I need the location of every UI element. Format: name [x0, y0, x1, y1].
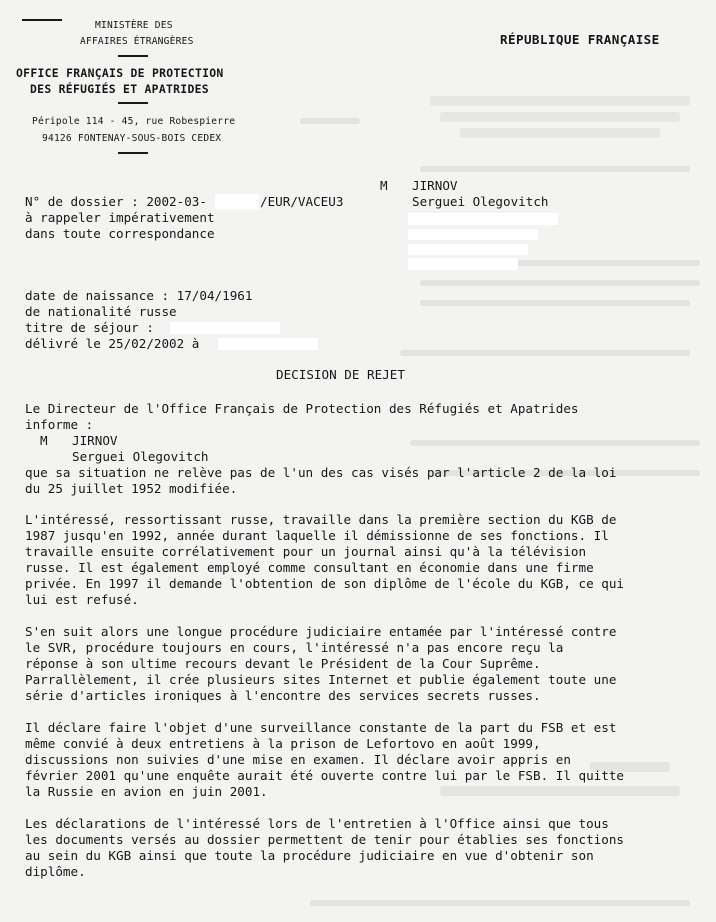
paragraph-3-line: Il déclare faire l'objet d'une surveillance constante de la part du FSB et est: [25, 720, 617, 735]
decision-informs: informe :: [25, 417, 94, 432]
republic-heading: RÉPUBLIQUE FRANÇAISE: [500, 32, 660, 47]
redacted-address-line: [408, 244, 528, 255]
office-line-1: OFFICE FRANÇAIS DE PROTECTION: [16, 66, 224, 80]
dossier-number-label: N° de dossier : 2002-03-: [25, 194, 207, 209]
redacted-address-line: [408, 213, 558, 225]
header-rule: [118, 55, 148, 57]
paragraph-3-line: discussions non suivies d'une mise en examen. Il déclare avoir appris en: [25, 752, 571, 767]
show-through-mark: [420, 166, 690, 172]
decision-intro: Le Directeur de l'Office Français de Protection des Réfugiés et Apatrides: [25, 401, 579, 416]
redacted-dossier-number: [215, 194, 259, 209]
dossier-number-suffix: /EUR/VACEU3: [260, 194, 344, 209]
redacted-address-line: [408, 229, 538, 240]
paragraph-3-line: même convié à deux entretiens à la prison de Lefortovo en août 1999,: [25, 736, 541, 751]
redacted-issue-place: [218, 338, 318, 350]
dossier-reminder-2: dans toute correspondance: [25, 226, 215, 241]
paragraph-2-line: série d'articles ironiques à l'encontre des services secrets russes.: [25, 688, 541, 703]
header-rule: [118, 152, 148, 154]
recipient-surname: JIRNOV: [412, 178, 458, 193]
paragraph-1-line: L'intéressé, ressortissant russe, travaille dans la première section du KGB de: [25, 512, 617, 527]
nationality: de nationalité russe: [25, 304, 177, 319]
paragraph-4-line: au sein du KGB ainsi que toute la procédure judiciaire en vue d'obtenir son: [25, 848, 594, 863]
paragraph-3-line: février 2001 qu'une enquête aurait été ouverte contre lui par le FSB. Il quitte: [25, 768, 624, 783]
paragraph-1-line: 1987 jusqu'en 1992, année durant laquelle il démissionne de ses fonctions. Il: [25, 528, 609, 543]
ministry-line-2: AFFAIRES ÉTRANGÈRES: [80, 36, 194, 47]
subject-given-names: Serguei Olegovitch: [72, 449, 209, 464]
show-through-mark: [420, 300, 690, 306]
paragraph-2-line: réponse à son ultime recours devant le Président de la Cour Suprême.: [25, 656, 541, 671]
show-through-mark: [300, 118, 360, 124]
address-line-1: Péripole 114 - 45, rue Robespierre: [32, 116, 236, 127]
show-through-mark: [310, 900, 690, 906]
paragraph-2-line: Parrallèlement, il crée plusieurs sites Internet et publie également toute une: [25, 672, 617, 687]
paragraph-1-line: privée. En 1997 il demande l'obtention de son diplôme de l'école du KGB, ce qui: [25, 576, 624, 591]
recipient-given-names: Serguei Olegovitch: [412, 194, 549, 209]
paragraph-4-line: les documents versés au dossier permettent de tenir pour établies ses fonctions: [25, 832, 624, 847]
permit-issued: délivré le 25/02/2002 à: [25, 336, 200, 351]
paragraph-1-line: lui est refusé.: [25, 592, 139, 607]
paragraph-2-line: S'en suit alors une longue procédure judiciaire entamée par l'intéressé contre: [25, 624, 617, 639]
subject-title: M: [40, 433, 48, 448]
paragraph-2-line: le SVR, procédure toujours en cours, l'intéressé n'a pas encore reçu la: [25, 640, 564, 655]
show-through-mark: [400, 350, 690, 356]
ministry-line-1: MINISTÈRE DES: [95, 20, 173, 31]
residence-permit: titre de séjour :: [25, 320, 154, 335]
birth-date: date de naissance : 17/04/1961: [25, 288, 253, 303]
dossier-reminder-1: à rappeler impérativement: [25, 210, 215, 225]
decision-clause-1: que sa situation ne relève pas de l'un des cas visés par l'article 2 de la loi: [25, 465, 617, 480]
show-through-mark: [440, 786, 680, 796]
recipient-title: M: [380, 178, 388, 193]
subject-surname: JIRNOV: [72, 433, 118, 448]
show-through-mark: [460, 128, 660, 138]
paragraph-1-line: russe. Il est également employé comme consultant en économie dans une firme: [25, 560, 594, 575]
show-through-mark: [440, 112, 680, 122]
paragraph-1-line: travaille ensuite corrélativement pour un journal ainsi qu'à la télévision: [25, 544, 587, 559]
decision-heading: DECISION DE REJET: [276, 367, 405, 382]
header-rule: [118, 102, 148, 104]
show-through-mark: [420, 280, 700, 286]
redacted-permit-number: [170, 322, 280, 334]
redacted-address-line: [408, 258, 518, 270]
paragraph-4-line: Les déclarations de l'intéressé lors de l'entretien à l'Office ainsi que tous: [25, 816, 609, 831]
office-line-2: DES RÉFUGIÉS ET APATRIDES: [30, 82, 209, 96]
address-line-2: 94126 FONTENAY-SOUS-BOIS CEDEX: [42, 133, 222, 144]
show-through-mark: [410, 440, 700, 446]
header-dash: [22, 19, 62, 21]
paragraph-3-line: la Russie en avion en juin 2001.: [25, 784, 268, 799]
show-through-mark: [430, 96, 690, 106]
decision-clause-2: du 25 juillet 1952 modifiée.: [25, 481, 238, 496]
paragraph-4-line: diplôme.: [25, 864, 86, 879]
